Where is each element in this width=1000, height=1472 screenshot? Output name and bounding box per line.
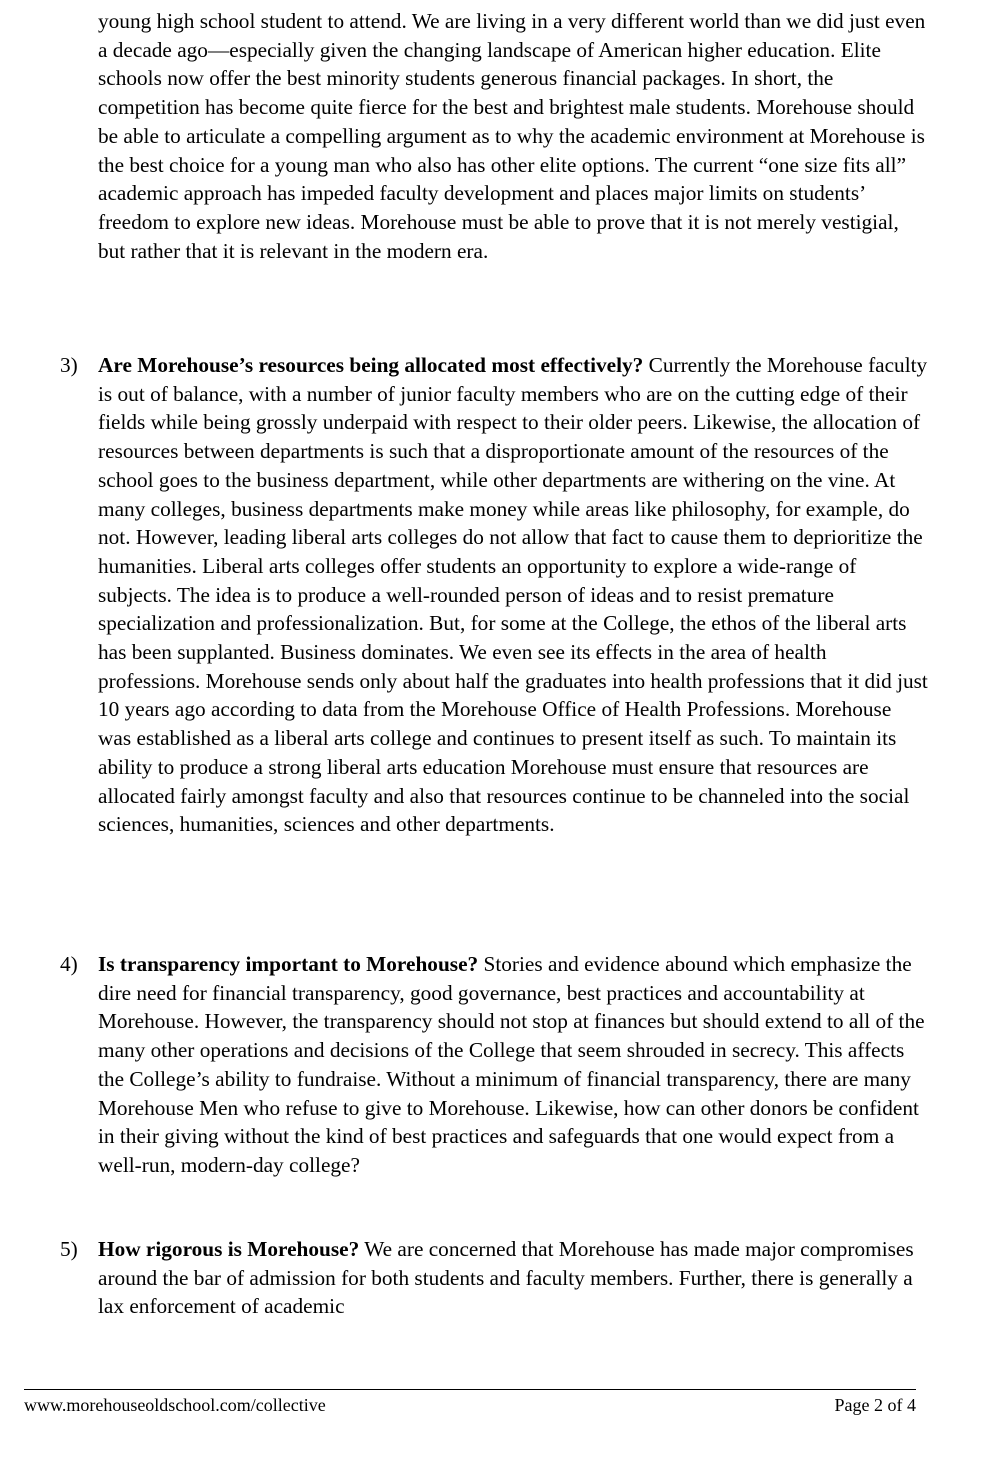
list-item-body bbox=[98, 351, 928, 839]
list-item-body bbox=[98, 1235, 928, 1321]
list-item-heading: Are Morehouse’s resources being allocated most effectively? bbox=[98, 353, 644, 377]
page-number: Page 2 of 4 bbox=[834, 1395, 916, 1415]
footer-divider bbox=[24, 1389, 916, 1390]
intro-paragraph: young high school student to attend. We are living in a very different world than we did just even a decade ago—especially given the changing landscape of American higher education. Elite schools now offer the best minority students generous financial packages. In short, the competition has become quite fierce for the best and brightest male students. Morehouse should be able to articulate a compelling argument as to why the academic environment at Morehouse is the best choice for a young man who also has other elite options. The current “one size fits all” academic approach has impeded faculty development and places major limits on students’ freedom to explore new ideas. Morehouse must be able to prove that it is not merely vestigial, but rather that it is relevant in the modern era. bbox=[98, 9, 926, 263]
list-item-heading: Is transparency important to Morehouse? bbox=[98, 952, 479, 976]
footer-url: www.morehouseoldschool.com/collective bbox=[24, 1395, 326, 1415]
list-item-number: 5) bbox=[60, 1237, 78, 1261]
list-item-number: 3) bbox=[60, 353, 78, 377]
list-item-text: Currently the Morehouse faculty is out of balance, with a number of junior faculty members who are on the cutting edge of their fields while being grossly underpaid with respect to their older peers. Likewise, the allocation of resources between departments is such that a disproportionate amount of the resources of the school goes to the business department, while other departments are withering on the vine. At many colleges, business departments make money while areas like philosophy, for example, do not. However, leading liberal arts colleges do not allow that fact to cause them to deprioritize the humanities. Liberal arts colleges offer students an opportunity to explore a wide-range of subjects. The idea is to produce a well-rounded person of ideas and to resist premature specialization and professionalization. But, for some at the College, the ethos of the liberal arts has been supplanted. Business dominates. We even see its effects in the area of health professions. Morehouse sends only about half the graduates into health professions that it did just 10 years ago according to data from the Morehouse Office of Health Professions. Morehouse was established as a liberal arts college and continues to present itself as such. To maintain its ability to produce a strong liberal arts education Morehouse must ensure that resources are allocated fairly amongst faculty and also that resources continue to be channeled into the social sciences, humanities, sciences and other departments. bbox=[98, 353, 928, 837]
list-item-heading: How rigorous is Morehouse? bbox=[98, 1237, 360, 1261]
list-item-text: We are concerned that Morehouse has made major compromises around the bar of admission for both students and faculty members. Further, there is generally a lax enforcement of academic bbox=[98, 1237, 914, 1319]
list-item-body bbox=[98, 950, 928, 1180]
list-item-number: 4) bbox=[60, 952, 78, 976]
list-item-text: Stories and evidence abound which emphasize the dire need for financial transparency, good governance, best practices and accountability at Morehouse. However, the transparency should not stop at finances but should extend to all of the many other operations and decisions of the College that seem shrouded in secrecy. This affects the College’s ability to fundraise. Without a minimum of financial transparency, there are many Morehouse Men who refuse to give to Morehouse. Likewise, how can other donors be confident in their giving without the kind of best practices and safeguards that one would expect from a well-run, modern-day college? bbox=[98, 952, 925, 1177]
